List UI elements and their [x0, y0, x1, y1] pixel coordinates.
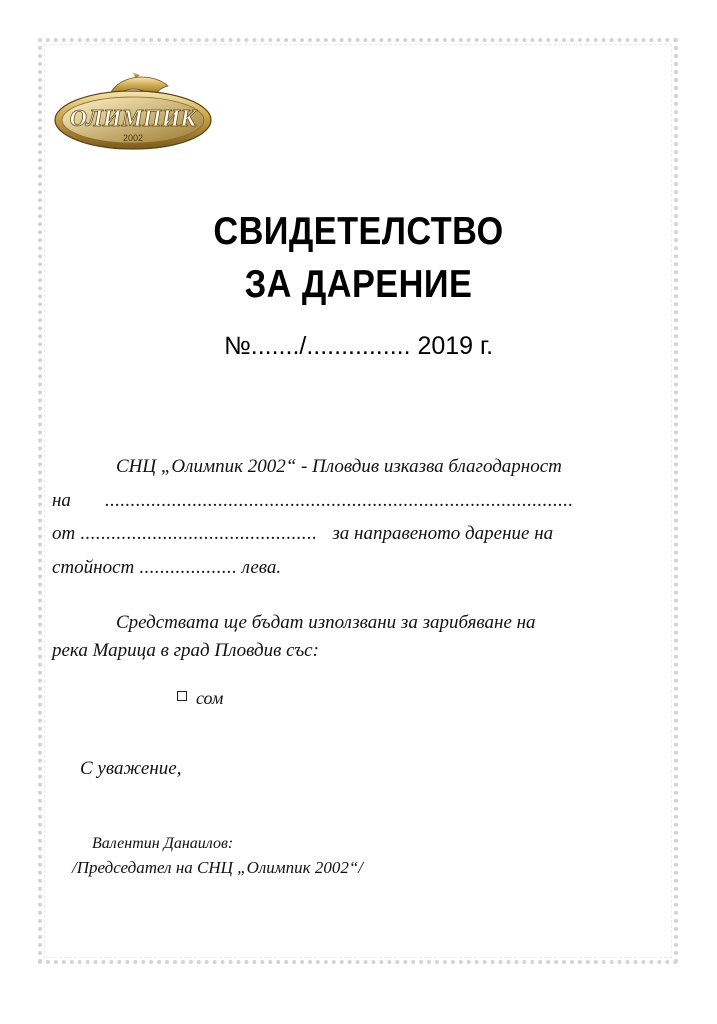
recipient-prefix: на [52, 490, 71, 511]
signer-title: /Председател на СНЦ „Олимпик 2002“/ [72, 858, 364, 877]
logo-year: 2002 [122, 133, 144, 143]
river-line: река Марица в град Пловдив със: [52, 640, 319, 661]
donor-line [52, 523, 553, 545]
recipient-blank[interactable]: ........................................................................................... [104, 490, 574, 511]
greeting: С уважение, [80, 758, 182, 779]
value-line [52, 557, 281, 579]
logo-text: ОЛИМПИК [69, 106, 197, 132]
currency-label: лева. [241, 557, 282, 578]
olimpik-logo [52, 68, 214, 152]
thanks-line: СНЦ „Олимпик 2002“ - Пловдив изказва благодарност [116, 456, 562, 477]
signer-name: Валентин Данаилов: [92, 835, 234, 852]
certificate-title-line2: ЗА ДАРЕНИЕ [244, 263, 473, 306]
purpose-line: Средствата ще бъдат използвани за зарибяване на [116, 612, 536, 633]
value-prefix: стойност [52, 557, 135, 578]
value-blank[interactable]: ................... [138, 557, 237, 578]
donation-text: за направеното дарение на [332, 523, 554, 544]
certificate-number: №......./............... 2019 г. [223, 332, 494, 360]
fish-option-checkbox[interactable] [177, 691, 187, 701]
recipient-line [52, 490, 573, 512]
donor-prefix: от [52, 523, 76, 544]
donor-blank[interactable]: .............................................. [79, 523, 317, 544]
certificate-title-line1: СВИДЕТЕЛСТВО [213, 210, 504, 253]
fish-option-label: сом [196, 688, 224, 708]
